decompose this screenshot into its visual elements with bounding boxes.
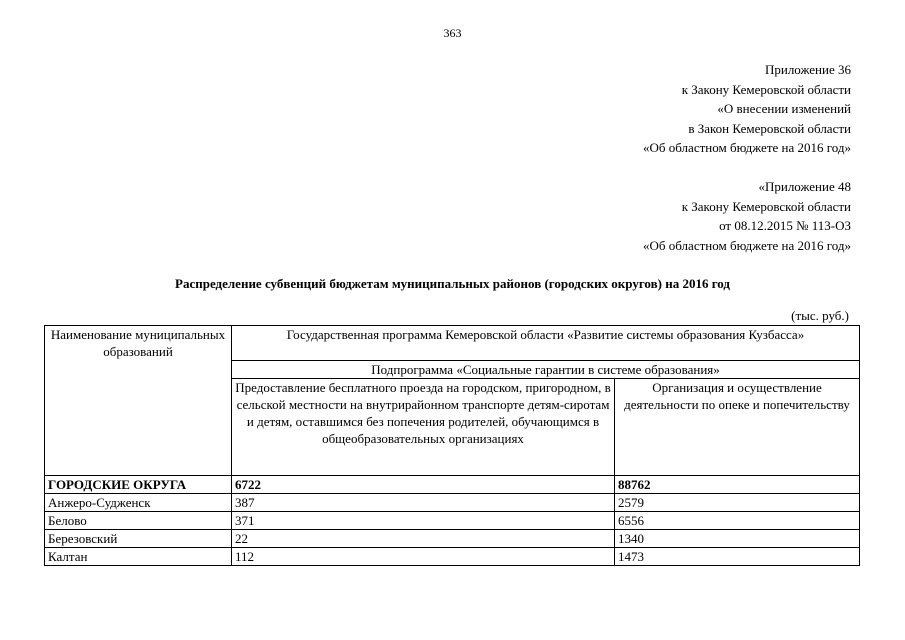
row-col2-value: 6556 — [615, 512, 860, 530]
appendix-original-line: от 08.12.2015 № 113-ОЗ — [719, 218, 851, 233]
row-name: Белово — [45, 512, 232, 530]
row-col1-value: 371 — [232, 512, 615, 530]
appendix-current-line: в Закон Кемеровской области — [688, 120, 851, 136]
row-name: ГОРОДСКИЕ ОКРУГА — [45, 476, 232, 494]
page-number: 363 — [443, 26, 462, 40]
appendix-current-line: к Закону Кемеровской области — [681, 81, 851, 97]
row-name: Анжеро-Судженск — [45, 494, 232, 512]
units-label: (тыс. руб.) — [791, 308, 849, 323]
row-name: Березовский — [45, 530, 232, 548]
table-row — [45, 494, 860, 512]
municipality-column-header: Наименование муниципальных образований — [45, 326, 232, 476]
guardianship-column-header: Организация и осуществление деятельности по опеке и попечительству — [615, 379, 860, 476]
appendix-current-line: Приложение 36 — [764, 62, 851, 77]
row-col1-value: 112 — [232, 548, 615, 566]
table-row — [45, 530, 860, 548]
appendix-original-block — [643, 177, 851, 255]
row-col2-value: 2579 — [615, 494, 860, 512]
table-row-total — [45, 476, 860, 494]
appendix-current-line: «Об областном бюджете на 2016 год» — [643, 140, 851, 155]
appendix-current-line: «О внесении изменений — [717, 101, 851, 116]
subprogram-header: Подпрограмма «Социальные гарантии в системе образования» — [232, 361, 860, 379]
row-col1-value: 22 — [232, 530, 615, 548]
appendix-current-block — [643, 60, 851, 158]
appendix-original-line: «Об областном бюджете на 2016 год» — [643, 237, 851, 253]
appendix-original-line: к Закону Кемеровской области — [681, 198, 851, 214]
row-col2-value: 1340 — [615, 530, 860, 548]
subventions-table — [44, 325, 860, 566]
row-col1-value: 6722 — [232, 476, 615, 494]
free-transport-column-header: Предоставление бесплатного проезда на городском, пригородном, в сельской местности на внутрирайонном транспорте детям-сиротам и детям, оставшимся без попечения родителей, обучающимся в общеобразовательных организациях — [232, 379, 615, 476]
row-name: Калтан — [45, 548, 232, 566]
row-col2-value: 88762 — [615, 476, 860, 494]
program-header: Государственная программа Кемеровской области «Развитие системы образования Кузбасса» — [232, 326, 860, 361]
document-title: Распределение субвенций бюджетам муниципальных районов (городских округов) на 2016 год — [175, 276, 730, 291]
table-row — [45, 548, 860, 566]
table-row — [45, 512, 860, 530]
appendix-original-line: «Приложение 48 — [758, 179, 851, 194]
row-col2-value: 1473 — [615, 548, 860, 566]
row-col1-value: 387 — [232, 494, 615, 512]
